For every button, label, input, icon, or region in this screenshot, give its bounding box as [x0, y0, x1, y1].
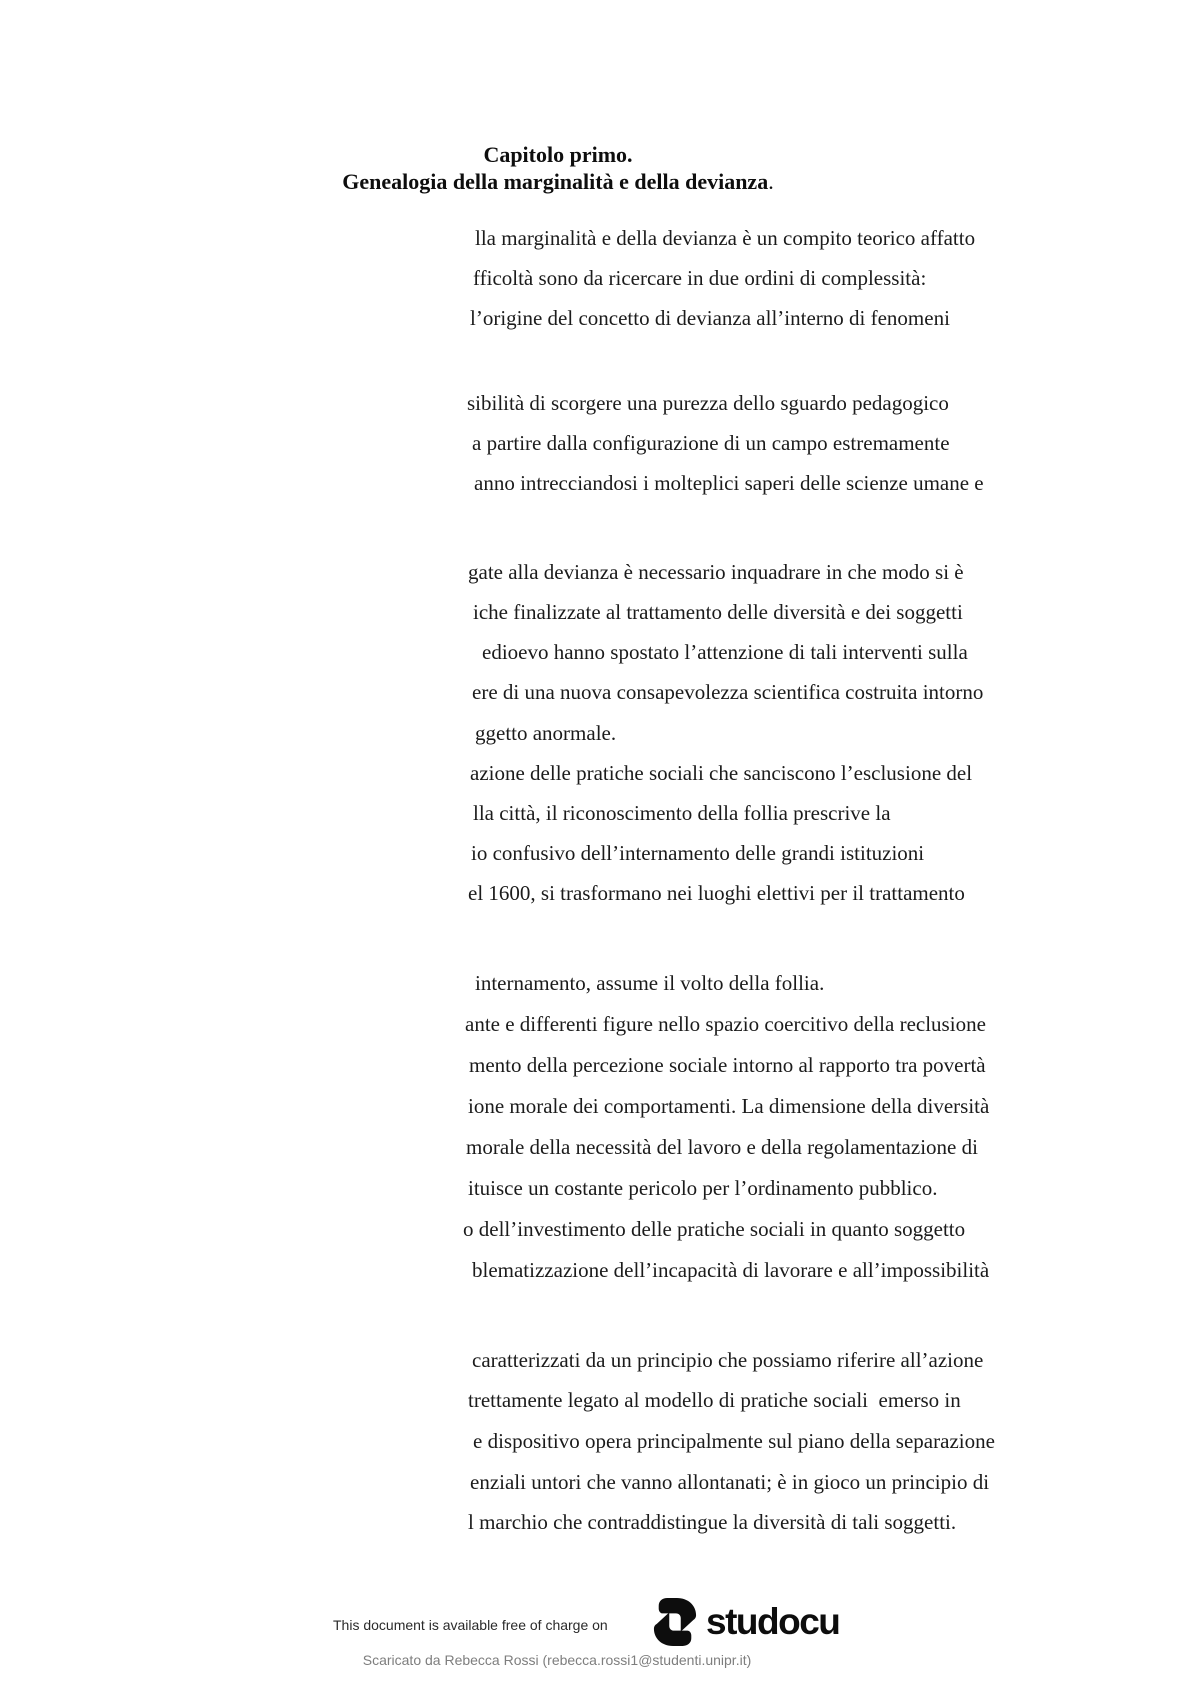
body-line: iche finalizzate al trattamento delle diversità e dei soggetti [473, 600, 963, 624]
body-line: ante e differenti figure nello spazio coercitivo della reclusione [465, 1012, 986, 1036]
body-line: l’origine del concetto di devianza all’interno di fenomeni [470, 306, 950, 330]
body-line: gate alla devianza è necessario inquadrare in che modo si è [468, 560, 964, 584]
downloaded-by-note: Scaricato da Rebecca Rossi (rebecca.rossi1@studenti.unipr.it) [362, 1652, 752, 1668]
studocu-wordmark: studocu [706, 1601, 840, 1642]
studocu-s-mark-icon [652, 1596, 698, 1648]
body-line: o dell’investimento delle pratiche sociali in quanto soggetto [463, 1217, 966, 1241]
chapter-title-line2 [158, 168, 958, 196]
body-line: mento della percezione sociale intorno al rapporto tra povertà [469, 1053, 986, 1077]
chapter-title-line1 [158, 141, 958, 169]
body-line: el 1600, si trasformano nei luoghi elettivi per il trattamento [468, 881, 965, 905]
body-line: lla marginalità e della devianza è un compito teorico affatto [475, 226, 976, 250]
body-line: anno intrecciandosi i molteplici saperi delle scienze umane e [474, 471, 984, 495]
chapter-subtitle-text: Genealogia della marginalità e della devianza [342, 169, 769, 194]
body-line: lla città, il riconoscimento della follia prescrive la [473, 801, 891, 825]
chapter-subtitle-period: . [768, 169, 774, 194]
body-line: ggetto anormale. [475, 721, 617, 745]
footer-availability-note: This document is available free of charge on [333, 1617, 608, 1633]
body-line: trettamente legato al modello di pratiche sociali emerso in [468, 1388, 961, 1412]
body-line: azione delle pratiche sociali che sanciscono l’esclusione del [470, 761, 973, 785]
body-line: a partire dalla configurazione di un campo estremamente [472, 431, 950, 455]
body-line: blematizzazione dell’incapacità di lavorare e all’impossibilità [472, 1258, 990, 1282]
body-line: fficoltà sono da ricercare in due ordini di complessità: [473, 266, 927, 290]
body-line: l marchio che contraddistingue la diversità di tali soggetti. [468, 1510, 957, 1534]
studocu-logo[interactable] [652, 1596, 839, 1648]
body-line: ere di una nuova consapevolezza scientifica costruita intorno [472, 680, 984, 704]
body-line: io confusivo dell’internamento delle grandi istituzioni [471, 841, 925, 865]
chapter-title-text: Capitolo primo. [483, 142, 633, 167]
body-line: e dispositivo opera principalmente sul piano della separazione [473, 1429, 995, 1453]
body-line: sibilità di scorgere una purezza dello sguardo pedagogico [467, 391, 949, 415]
body-line: enziali untori che vanno allontanati; è in gioco un principio di [470, 1470, 990, 1494]
body-line: internamento, assume il volto della follia. [475, 971, 825, 995]
body-line: ione morale dei comportamenti. La dimensione della diversità [468, 1094, 990, 1118]
body-line: ituisce un costante pericolo per l’ordinamento pubblico. [468, 1176, 938, 1200]
body-line: caratterizzati da un principio che possiamo riferire all’azione [472, 1348, 984, 1372]
body-line: edioevo hanno spostato l’attenzione di tali interventi sulla [482, 640, 968, 664]
body-line: morale della necessità del lavoro e della regolamentazione di [466, 1135, 978, 1159]
